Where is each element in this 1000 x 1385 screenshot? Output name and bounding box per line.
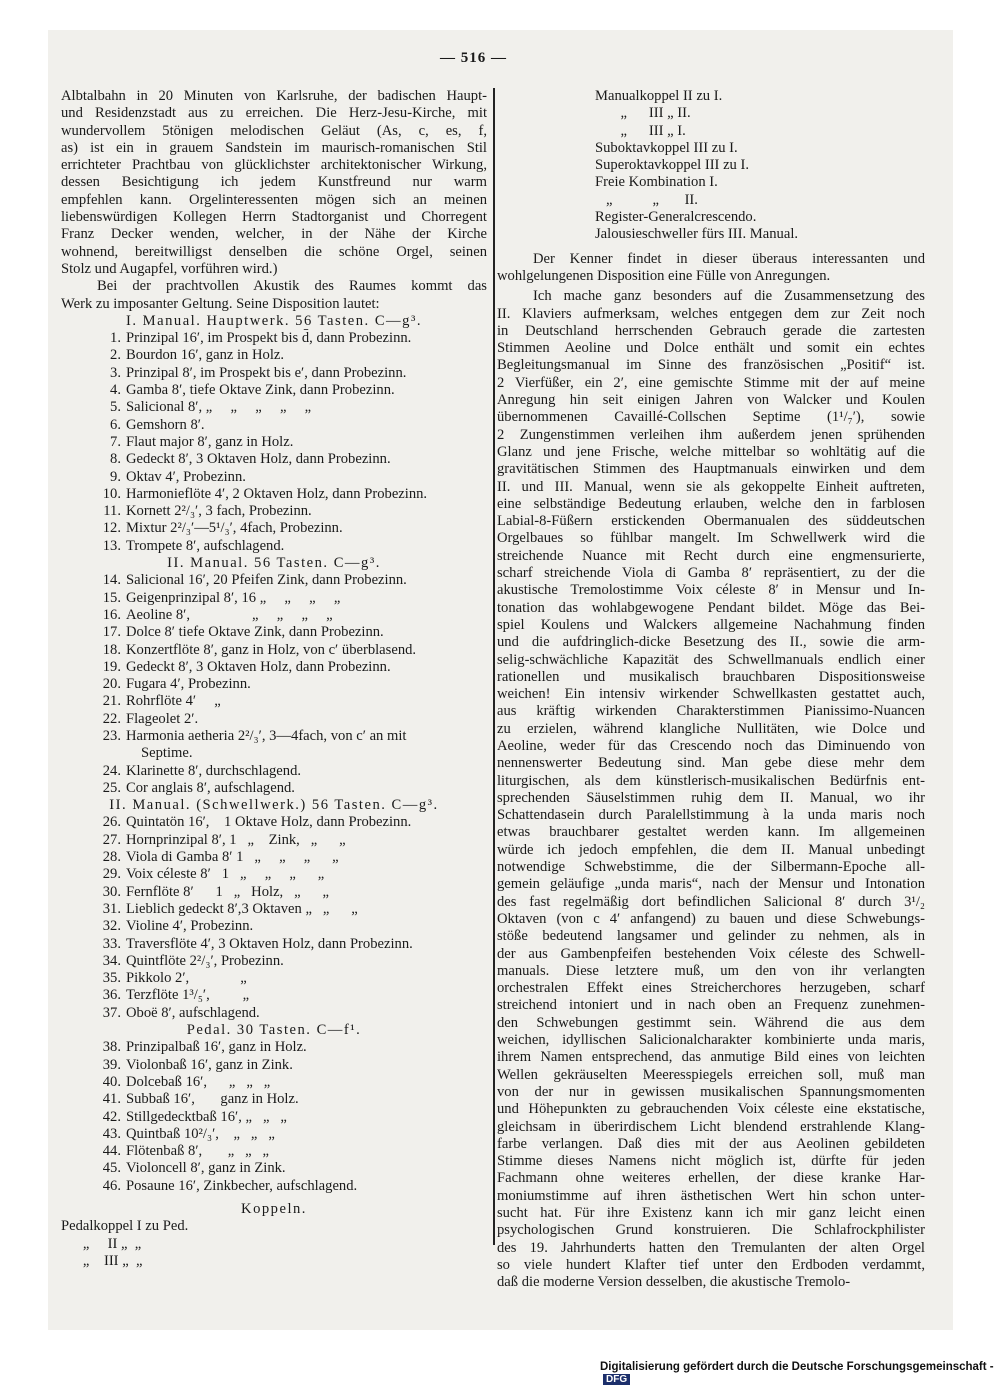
coupler-line: Freie Kombination I. <box>595 174 718 191</box>
register-text: Gedeckt 8′, 3 Oktaven Holz, dann Probezinn. <box>126 451 391 468</box>
register-text: Viola di Gamba 8′ 1 „ „ „ „ <box>126 849 339 866</box>
coupler-line: „ „ II. <box>595 191 698 208</box>
register-text: Lieblich gedeckt 8′,3 Oktaven „ „ „ <box>126 900 358 917</box>
text-line: und Residenzstadt aus zu erreichen. Die Herz-Jesu-Kirche, mit <box>61 105 487 122</box>
register-row <box>61 382 487 399</box>
coupler-line: „ III „ „ <box>61 1252 143 1269</box>
text-line: errichteter Prachtbau von glücklichster architektonischer Wirkung, <box>61 157 487 174</box>
register-number: 10. <box>102 485 121 502</box>
dfg-logo: DFG <box>603 1374 630 1385</box>
register-number: 32. <box>102 918 121 935</box>
register-row <box>61 936 487 953</box>
text-line: manuals. Diese letztere muß, um den von ihr verlangten <box>497 962 925 979</box>
text-line: Aeoline, weder für das Crescendo noch das Diminuendo von <box>497 737 925 754</box>
register-row <box>61 590 487 607</box>
register-row <box>61 1091 487 1108</box>
register-row <box>61 1143 487 1160</box>
section-heading: I. Manual. Hauptwerk. 56 Tasten. C—g³. <box>126 312 422 329</box>
coupler-line: Manualkoppel II zu I. <box>595 88 723 104</box>
text-line: Stolz und Augapfel, vorführen wird.) <box>61 260 278 277</box>
register-row <box>61 1005 487 1022</box>
register-row <box>61 728 487 745</box>
register-text: Traversflöte 4′, 3 Oktaven Holz, dann Probezinn. <box>126 935 413 952</box>
text-line: Der Kenner findet in dieser überaus interessanten und <box>533 250 925 267</box>
text-line: Schattendasein durch Paralellstimmung à la unda maris noch <box>497 807 925 824</box>
text-line: ihrem Namen entsprechend, das anmutige Bild eines von leichten <box>497 1049 925 1066</box>
register-row <box>61 987 487 1004</box>
register-text: Terzflöte 1³/₅′, „ <box>126 987 250 1004</box>
register-row <box>61 901 487 918</box>
text-line: scharf streichende Viola di Gamba 8′ repräsentiert, zu der die <box>497 565 925 582</box>
register-row <box>61 520 487 537</box>
register-number: 44. <box>102 1143 121 1160</box>
text-line: nennenswerter Bedeutung sind. Man gebe diese mehr dem <box>497 755 925 772</box>
text-line: Orgelbaues so fühlbar mangelt. Im Schwellwerk wird die <box>497 530 925 547</box>
text-line: und die aufdringlich-dicke Besetzung des II., sowie die arm- <box>497 634 925 651</box>
register-row <box>61 763 487 780</box>
text-line: eine selbständige Bedeutung erlauben, welche den in farblosen <box>497 495 925 512</box>
register-text: Harmonia aetheria 2²/₃′, 3—4fach, von c′ an mit <box>126 727 407 744</box>
text-line: zu erzielen, während klangliche Nullitäten, wie Dolce und <box>497 720 925 737</box>
register-number: 31. <box>102 900 121 917</box>
text-line: wohnend, bereitwilligst denselben die schöne Orgel, seinen <box>61 243 487 260</box>
column-divider <box>493 88 495 1245</box>
register-text: Harmonieflöte 4′, 2 Oktaven Holz, dann Probezinn. <box>126 485 428 502</box>
text-line: so viele hundert Klafter tief unter den Erdboden verdammt, <box>497 1256 925 1273</box>
register-number: 5. <box>110 399 121 416</box>
coupler-line: Jalousieschweller fürs III. Manual. <box>595 226 799 243</box>
register-number: 2. <box>110 347 121 364</box>
register-text: Aeoline 8′, „ „ „ „ <box>126 606 333 623</box>
register-text: Kornett 2²/₃′, 3 fach, Probezinn. <box>126 503 312 520</box>
register-row <box>61 970 487 987</box>
register-text: Prinzipalbaß 16′, ganz in Holz. <box>126 1039 307 1056</box>
coupler-line: Superoktavkoppel III zu I. <box>595 157 749 174</box>
register-row <box>61 1057 487 1074</box>
register-number: 17. <box>102 624 121 641</box>
register-row <box>61 814 487 831</box>
text-line: empfehlen kann. Orgelinteressenten mögen sich an meinen <box>61 191 487 208</box>
register-number: 28. <box>102 849 121 866</box>
register-number: 42. <box>102 1108 121 1125</box>
text-line: Stimmen Aeoline und Dolce enthält und somit ein echtes <box>497 340 925 357</box>
section-heading: II. Manual. (Schwellwerk.) 56 Tasten. C—g³. <box>109 797 439 814</box>
register-text: Voix céleste 8′ 1 „ „ „ „ <box>126 866 325 883</box>
register-number: 18. <box>102 641 121 658</box>
pedal-couplers <box>61 1218 487 1270</box>
register-row <box>61 538 487 555</box>
register-row <box>61 451 487 468</box>
coupler-line: „ II „ „ <box>61 1235 142 1252</box>
register-text: Violonbaß 16′, ganz in Zink. <box>126 1056 293 1073</box>
register-number: 43. <box>102 1125 121 1142</box>
left-column <box>61 88 487 1270</box>
register-text: Violoncell 8′, ganz in Zink. <box>126 1160 286 1177</box>
footer-credit <box>600 1361 1000 1385</box>
register-number: 40. <box>102 1073 121 1090</box>
register-row <box>61 1126 487 1143</box>
register-row <box>61 417 487 434</box>
register-row <box>61 330 487 347</box>
register-number: 3. <box>110 364 121 381</box>
disposition-list <box>61 313 487 1195</box>
register-row <box>61 1039 487 1056</box>
register-text: Stillgedecktbaß 16′, „ „ „ <box>126 1108 287 1125</box>
register-text: Posaune 16′, Zinkbecher, aufschlagend. <box>126 1177 358 1194</box>
section-heading: II. Manual. 56 Tasten. C—g³. <box>167 555 381 572</box>
register-row <box>61 832 487 849</box>
register-number: 16. <box>102 606 121 623</box>
register-number: 22. <box>102 710 121 727</box>
coupler-line: „ III „ II. <box>595 105 691 122</box>
register-row <box>61 607 487 624</box>
text-line: gleichsam in überirdischem Licht blendend erstrahlende Klang- <box>497 1118 925 1135</box>
register-number: 12. <box>102 520 121 537</box>
text-line: daß die moderne Version desselben, die akustische Tremolo- <box>497 1274 851 1291</box>
register-continuation: Septime. <box>141 745 193 762</box>
text-line: und Höhepunkten zu gebrauchenden Voix céleste eine ekstatische, <box>497 1101 925 1118</box>
register-row <box>61 365 487 382</box>
text-line: gravitätischen Stimmen des Hauptmanuals einwirken und dem <box>497 461 925 478</box>
register-text: Subbaß 16′, ganz in Holz. <box>126 1091 299 1108</box>
register-text: Pikkolo 2′, „ <box>126 970 247 987</box>
register-text: Dolcebaß 16′, „ „ „ <box>126 1073 271 1090</box>
text-line: würde ich jedoch empfehlen, die dem II. Manual unbedingt <box>497 841 925 858</box>
register-text: Prinzipal 8′, im Prospekt bis e′, dann Probezinn. <box>126 364 407 381</box>
page-number: — 516 — <box>440 50 507 66</box>
register-text: Prinzipal 16′, im Prospekt bis d̄, dann Probezinn. <box>126 330 412 347</box>
text-line: liturgischen, als dem künstlerisch-musikalischen Bedürfnis ent- <box>497 772 925 789</box>
register-number: 8. <box>110 451 121 468</box>
text-line: Stimme dieses Namens nicht möglich ist, dürfte für jeden <box>497 1153 925 1170</box>
register-number: 41. <box>102 1091 121 1108</box>
register-number: 38. <box>102 1039 121 1056</box>
manual-couplers <box>497 88 925 244</box>
text-line: tonation das wohlabgewogene Pendant bildet. Möge das Bei- <box>497 599 925 616</box>
register-row <box>61 503 487 520</box>
register-text: Fugara 4′, Probezinn. <box>126 676 251 693</box>
kenner-paragraph <box>497 251 925 286</box>
text-line: wundervollem 5tönigen melodischen Geläut (As, c, es, f, <box>61 122 487 139</box>
register-row <box>61 624 487 641</box>
register-text: Salicional 16′, 20 Pfeifen Zink, dann Probezinn. <box>126 572 407 589</box>
register-text: Oktav 4′, Probezinn. <box>126 468 246 485</box>
register-number: 11. <box>103 503 121 520</box>
text-line: sucht hat. Für ihre Existenz kann ich mir ganz leicht einen <box>497 1205 925 1221</box>
register-row <box>61 434 487 451</box>
text-line: moniumstimme auf ihren ästhetischen Wert hin schon unter- <box>497 1187 925 1204</box>
coupler-line: Pedalkoppel I zu Ped. <box>61 1218 189 1235</box>
main-paragraph <box>497 288 925 1291</box>
text-line: Franz Decker wenden, welcher, in der Nähe der Kirche <box>61 226 487 243</box>
register-number: 14. <box>102 572 121 589</box>
register-number: 30. <box>102 883 121 900</box>
coupler-line: Suboktavkoppel III zu I. <box>595 139 738 156</box>
register-text: Gedeckt 8′, 3 Oktaven Holz, dann Probezinn. <box>126 658 391 675</box>
register-number: 25. <box>102 779 121 796</box>
coupler-line: Register-Generalcrescendo. <box>595 209 757 226</box>
register-text: Hornprinzipal 8′, 1 „ Zink, „ „ <box>126 831 346 848</box>
text-line: weichen! Ein intensiv wirkender Schwellkasten gestattet auch, <box>497 686 925 703</box>
text-line: Anregung hin seit einigen Jahren von Walcker und Koulen <box>497 392 925 409</box>
register-text: Konzertflöte 8′, ganz in Holz, von c′ überblasend. <box>126 641 417 658</box>
register-number: 9. <box>110 468 121 485</box>
register-text: Quintatön 16′, 1 Oktave Holz, dann Probezinn. <box>126 814 412 831</box>
register-number: 20. <box>102 676 121 693</box>
register-number: 7. <box>110 433 121 450</box>
register-text: Quintbaß 10²/₃′, „ „ „ <box>126 1125 275 1142</box>
register-text: Gemshorn 8′. <box>126 416 205 433</box>
text-line: Albtalbahn in 20 Minuten von Karlsruhe, der badischen Haupt- <box>61 88 487 104</box>
register-row <box>61 642 487 659</box>
text-line: in Deutschland herrschenden Gebrauch gerade die zartesten <box>497 322 925 339</box>
text-line: as) ist ein in grauem Sandstein im maurisch-romanischen Stil <box>61 139 487 156</box>
register-number: 29. <box>102 866 121 883</box>
register-number: 4. <box>110 382 121 399</box>
register-text: Oboë 8′, aufschlagend. <box>126 1004 260 1021</box>
text-line: übernommenen Cavaillé-Collschen Septime (1¹/₇′), sowie <box>497 409 925 426</box>
text-line: II. Klaviers aufmerksam, welches entgegen dem zur Zeit noch <box>497 305 925 322</box>
register-number: 24. <box>102 762 121 779</box>
text-line: aus kräftig wirkenden Charakterstimmen Pianissimo-Nuancen <box>497 703 925 720</box>
text-line: farbe verlangen. Daß dies mit der aus Aeolinen gebildeten <box>497 1135 925 1152</box>
register-text: Dolce 8′ tiefe Oktave Zink, dann Probezinn. <box>126 624 384 641</box>
text-line: streichend intoniert und in nach oben an Frequenz zunehmen- <box>497 997 925 1014</box>
register-row <box>61 399 487 416</box>
section-heading: Pedal. 30 Tasten. C—f¹. <box>186 1022 362 1039</box>
register-row <box>61 1160 487 1177</box>
register-number: 21. <box>102 693 121 710</box>
text-line: spiel Koulens und Walckers allgemeine Nachahmung finden <box>497 616 925 633</box>
right-column <box>497 88 925 1291</box>
register-text: Trompete 8′, aufschlagend. <box>126 537 285 554</box>
text-line: orchestralen Effekt eines Streicherchores herzugeben, scharf <box>497 980 925 997</box>
register-number: 19. <box>102 658 121 675</box>
text-line: gemein geläufige „unda maris“, nach der Mensur und Intonation <box>497 876 925 893</box>
register-number: 1. <box>110 330 121 347</box>
register-text: Mixtur 2²/₃′—5¹/₃′, 4fach, Probezinn. <box>126 520 343 537</box>
text-line: weichen, idyllischen Salicionalcharakter kombinierte unda maris, <box>497 1032 925 1049</box>
text-line: Fachmann ohne weiteres erhellen, der diese kranke Har- <box>497 1170 925 1187</box>
text-line: selig-schwächliche Kapazität des Schwellmanuals endlich einer <box>497 651 925 668</box>
register-number: 23. <box>102 727 121 744</box>
register-number: 26. <box>102 814 121 831</box>
register-text: Gamba 8′, tiefe Oktave Zink, dann Probezinn. <box>126 382 395 399</box>
register-row <box>61 469 487 486</box>
register-row <box>61 780 487 797</box>
register-row <box>61 347 487 364</box>
intro-paragraph <box>61 88 487 278</box>
text-line: wohlgelungenen Disposition eine Fülle von Anregungen. <box>497 267 831 284</box>
text-line: von der nur in gewissen musikalischen Spannungsmomenten <box>497 1083 925 1100</box>
text-line: sprechenden Säuselstimmen ruhig dem II. Manual, wo ihr <box>497 789 925 806</box>
text-line: dessen Besichtigung ich jedem Kunstfreund nur warm <box>61 174 487 191</box>
register-number: 15. <box>102 589 121 606</box>
text-line: der aus Gambenpfeifen bestehenden Voix céleste des Schwell- <box>497 945 925 962</box>
text-line: etwas brauchbarer gestaltet werden kann. Im allgemeinen <box>497 824 925 841</box>
register-row <box>61 884 487 901</box>
text-line: den Schwebungen gestimmt sein. Während die aus dem <box>497 1014 925 1031</box>
text-line: Begleitungsmanual im Sinne des französischen „Positif“ ist. <box>497 357 925 374</box>
text-line: 2 Zungenstimmen verleihen ihm außerdem jenen sprühenden <box>497 426 925 443</box>
register-text: Flageolet 2′. <box>126 710 199 727</box>
register-number: 39. <box>102 1056 121 1073</box>
register-row <box>61 1109 487 1126</box>
register-row <box>61 693 487 710</box>
text-line: II. und III. Manual, wenn sie als gekoppelte Einheit auftreten, <box>497 478 925 495</box>
acoustic-paragraph <box>61 278 487 313</box>
register-row <box>61 866 487 883</box>
register-text: Geigenprinzipal 8′, 16 „ „ „ „ <box>126 589 341 606</box>
koppeln-heading: Koppeln. <box>241 1201 307 1217</box>
register-number: 6. <box>110 416 121 433</box>
register-text: Fernflöte 8′ 1 „ Holz, „ „ <box>126 883 329 900</box>
register-row <box>61 486 487 503</box>
register-text: Flaut major 8′, ganz in Holz. <box>126 433 294 450</box>
register-text: Salicional 8′, „ „ „ „ „ <box>126 399 312 416</box>
register-row <box>61 659 487 676</box>
text-line: stöße bedeutend langsamer und gelinder zu nehmen, als in <box>497 928 925 945</box>
text-line: Labial-8-Füßern erstickenden Obermanualen des süddeutschen <box>497 513 925 530</box>
text-line: akustische Tremolostimme Voix céleste 8′ in Mensur und In- <box>497 582 925 599</box>
register-row <box>61 572 487 589</box>
register-number: 36. <box>102 987 121 1004</box>
register-number: 33. <box>102 935 121 952</box>
text-line: Glanz und jene Frische, welche mittelbar so wohltätig auf die <box>497 443 925 460</box>
footer-text: Digitalisierung gefördert durch die Deutsche Forschungsgemeinschaft - <box>600 1361 994 1373</box>
register-row <box>61 711 487 728</box>
register-text: Cor anglais 8′, aufschlagend. <box>126 779 295 796</box>
text-line: Ich mache ganz besonders auf die Zusammensetzung des <box>533 288 925 305</box>
text-line: Wellen gekräuselten Meeresspiegels erreichen soll, muß man <box>497 1066 925 1083</box>
coupler-line: „ III „ I. <box>595 122 686 139</box>
register-number: 46. <box>102 1177 121 1194</box>
text-line: 2 Vierfüßer, ein 2′, eine gemischte Stimme mit der auf meine <box>497 374 925 391</box>
register-number: 27. <box>102 831 121 848</box>
text-line: des fast regelmäßig dort befindlichen Salicional 8′ durch 3¹/₂ <box>497 893 925 910</box>
register-text: Violine 4′, Probezinn. <box>126 918 254 935</box>
register-text: Bourdon 16′, ganz in Holz. <box>126 347 285 364</box>
register-number: 37. <box>102 1004 121 1021</box>
text-line: Werk zu imposanter Geltung. Seine Disposition lautet: <box>61 295 380 312</box>
register-number: 45. <box>102 1160 121 1177</box>
text-line: des 19. Jahrhunderts hatten den Tremulanten der alten Orgel <box>497 1239 925 1256</box>
register-text: Klarinette 8′, durchschlagend. <box>126 762 302 779</box>
text-line: Bei der prachtvollen Akustik des Raumes kommt das <box>97 278 487 295</box>
register-number: 34. <box>102 952 121 969</box>
register-text: Quintflöte 2²/₃′, Probezinn. <box>126 952 284 969</box>
register-row <box>61 676 487 693</box>
register-row <box>61 849 487 866</box>
text-line: rationellen und musikalisch brauchbaren Dispositionsweise <box>497 668 925 685</box>
register-row <box>61 1178 487 1195</box>
register-number: 13. <box>102 537 121 554</box>
text-line: notwendige Schwebstimme, die der Silbermann-Epoche all- <box>497 859 925 876</box>
text-line: streichende Nuance mit Recht durch eine engmensurierte, <box>497 547 925 564</box>
register-row <box>61 1074 487 1091</box>
text-line: Oktaven (von c 4′ anfangend) zu bauen und diese Schwebungs- <box>497 910 925 927</box>
register-text: Flötenbaß 8′, „ „ „ <box>126 1143 270 1160</box>
text-line: liebenswürdigen Kollegen Herrn Stadtorganist und Chorregent <box>61 209 487 226</box>
register-text: Rohrflöte 4′ „ <box>126 693 221 710</box>
register-number: 35. <box>102 970 121 987</box>
text-line: psychologischen Grund konstruieren. Die Schlafrockphilister <box>497 1222 925 1239</box>
register-row <box>61 953 487 970</box>
register-row <box>61 918 487 935</box>
